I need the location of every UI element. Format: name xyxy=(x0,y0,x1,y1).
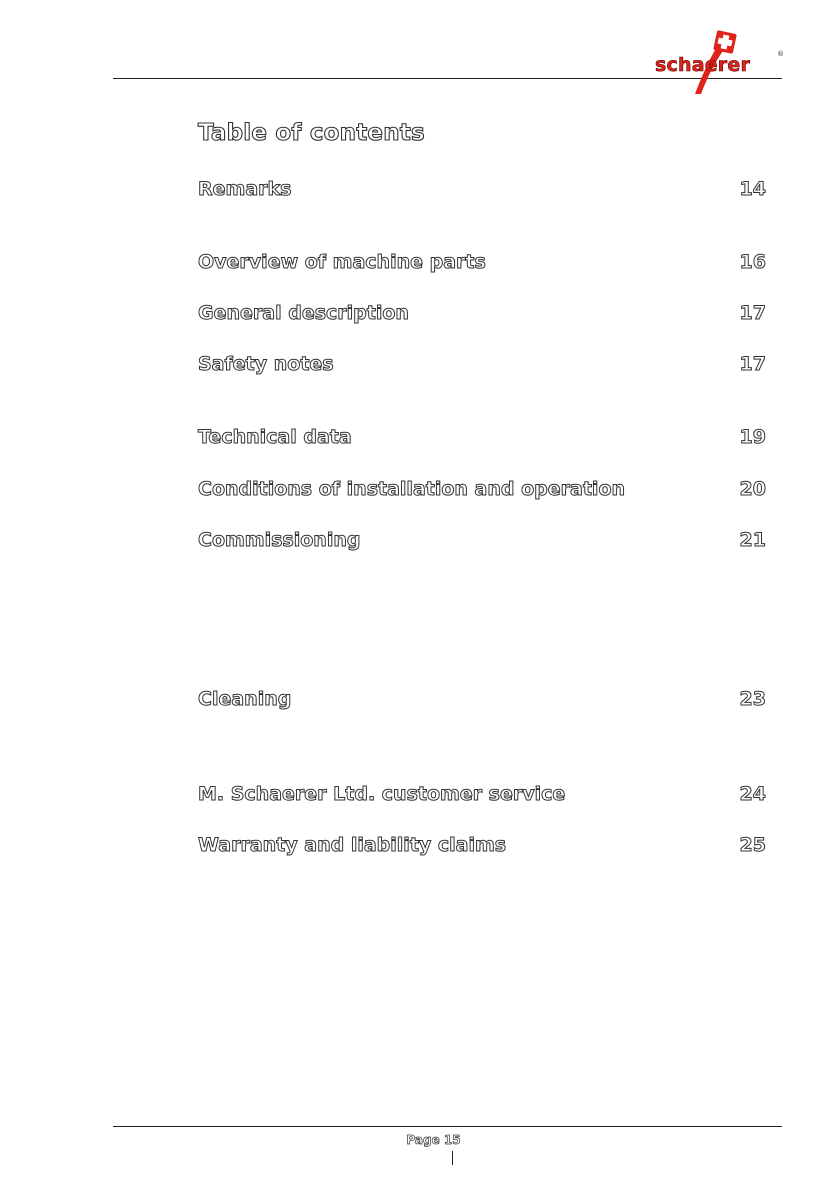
toc-label: Technical data xyxy=(198,426,352,448)
toc-entry-overview xyxy=(198,251,766,277)
toc-entry-customer-service xyxy=(198,783,766,809)
toc-page-number: 14 xyxy=(739,178,766,200)
page-number: Page 15 xyxy=(406,1133,461,1147)
toc-entry-installation-conditions xyxy=(198,478,766,504)
toc-page-number: 17 xyxy=(739,302,766,324)
toc-page-number: 17 xyxy=(739,353,766,375)
logo-wordmark: schaerer xyxy=(655,54,751,76)
toc-label: Safety notes xyxy=(198,353,334,375)
toc-page-number: 21 xyxy=(739,529,766,551)
toc-label: Warranty and liability claims xyxy=(198,834,507,856)
toc-entry-safety-notes xyxy=(198,353,766,379)
schaerer-logo xyxy=(655,28,787,96)
toc-entry-cleaning xyxy=(198,688,766,714)
footer-tick-mark xyxy=(452,1151,453,1165)
toc-page-number: 25 xyxy=(739,834,766,856)
toc-entry-general-description xyxy=(198,302,766,328)
toc-entry-warranty xyxy=(198,834,766,860)
toc-page-number: 24 xyxy=(739,783,766,805)
page-title: Table of contents xyxy=(198,120,425,146)
toc-entry-remarks xyxy=(198,178,766,204)
toc-label: Commissioning xyxy=(198,529,361,551)
toc-label: Overview of machine parts xyxy=(198,251,486,273)
toc-page-number: 23 xyxy=(739,688,766,710)
toc-entry-technical-data xyxy=(198,426,766,452)
toc-label: Cleaning xyxy=(198,688,292,710)
toc-label: Remarks xyxy=(198,178,292,200)
registered-mark: ® xyxy=(777,50,784,58)
toc-page-number: 16 xyxy=(739,251,766,273)
toc-page-number: 19 xyxy=(739,426,766,448)
toc-label: Conditions of installation and operation xyxy=(198,478,626,500)
toc-page-number: 20 xyxy=(739,478,766,500)
toc-label: General description xyxy=(198,302,409,324)
toc-entry-commissioning xyxy=(198,529,766,555)
toc-label: M. Schaerer Ltd. customer service xyxy=(198,783,566,805)
footer-rule xyxy=(113,1126,782,1127)
